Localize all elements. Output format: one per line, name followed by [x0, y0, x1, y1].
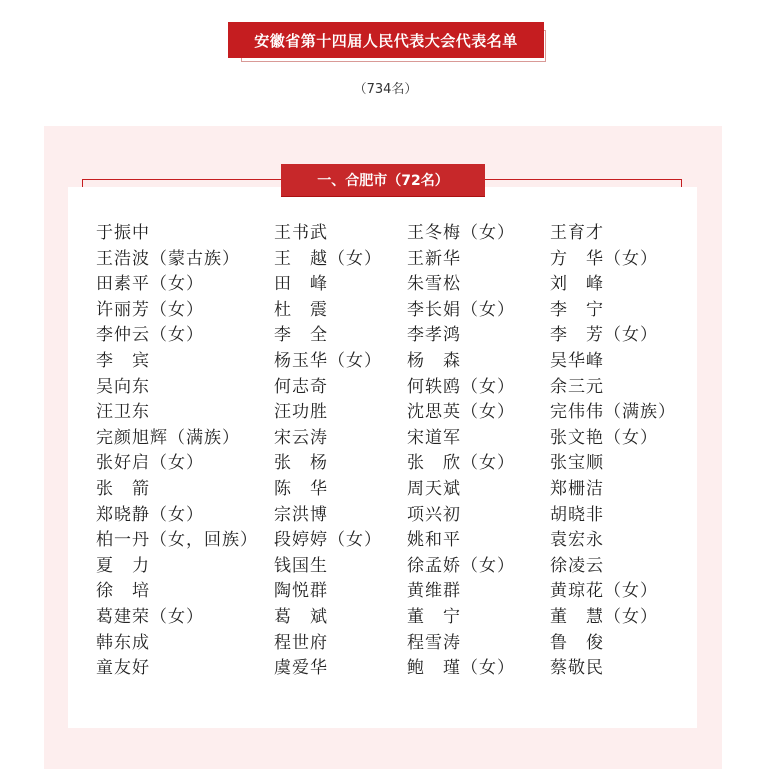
delegate-name: 沈思英（女） [407, 402, 515, 423]
delegate-name: 黄琼花（女） [550, 581, 658, 602]
delegate-name: 何轶鸥（女） [407, 376, 515, 397]
delegate-name: 李长娟（女） [407, 299, 515, 320]
delegate-name: 李孝鸿 [407, 325, 461, 346]
delegate-name: 段婷婷（女） [274, 530, 382, 551]
delegate-name: 韩东成 [96, 632, 150, 653]
delegate-name: 刘 峰 [550, 274, 604, 295]
delegate-name: 吴华峰 [550, 350, 604, 371]
delegate-name: 姚和平 [407, 530, 461, 551]
delegate-name: 郑晓静（女） [96, 504, 204, 525]
delegate-name: 黄维群 [407, 581, 461, 602]
delegate-name: 董 宁 [407, 606, 461, 627]
delegate-name: 许丽芳（女） [96, 299, 204, 320]
delegate-name: 余三元 [550, 376, 604, 397]
section-heading: 一、合肥市（72名） [281, 164, 485, 196]
delegate-name: 项兴初 [407, 504, 461, 525]
delegate-name: 完伟伟（满族） [550, 402, 676, 423]
delegate-name: 鲁 俊 [550, 632, 604, 653]
delegate-name: 王冬梅（女） [407, 223, 515, 243]
delegate-name: 程雪涛 [407, 632, 461, 653]
delegate-name: 柏一丹（女，回族） [96, 530, 258, 551]
delegate-name: 胡晓非 [550, 504, 604, 525]
delegate-name: 王书武 [274, 223, 328, 243]
delegate-name: 张 杨 [274, 453, 328, 474]
delegate-name: 王育才 [550, 223, 604, 243]
delegate-name: 李 宾 [96, 350, 150, 371]
delegate-name: 杨玉华（女） [274, 350, 382, 371]
delegate-name: 方 华（女） [550, 248, 658, 269]
delegate-name: 程世府 [274, 632, 328, 653]
delegate-name: 张好启（女） [96, 453, 204, 474]
delegate-name: 李 全 [274, 325, 328, 346]
delegate-name: 王 越（女） [274, 248, 382, 269]
delegate-name: 杜 震 [274, 299, 328, 320]
delegate-name: 袁宏永 [550, 530, 604, 551]
delegate-name: 王新华 [407, 248, 461, 269]
delegate-name: 郑栅洁 [550, 478, 604, 499]
delegate-name: 李仲云（女） [96, 325, 204, 346]
delegate-name: 宋云涛 [274, 427, 328, 448]
delegate-name: 陶悦群 [274, 581, 328, 602]
delegate-name: 徐凌云 [550, 555, 604, 576]
delegate-name: 张宝顺 [550, 453, 604, 474]
delegate-name: 陈 华 [274, 478, 328, 499]
delegate-name: 徐 培 [96, 581, 150, 602]
delegate-name: 李 芳（女） [550, 325, 658, 346]
delegate-name: 徐孟娇（女） [407, 555, 515, 576]
delegate-name: 宋道军 [407, 427, 461, 448]
delegate-name: 宗洪博 [274, 504, 328, 525]
delegate-name: 钱国生 [274, 555, 328, 576]
total-count: （734名） [353, 82, 418, 97]
delegate-name: 夏 力 [96, 555, 150, 576]
delegate-name: 张 欣（女） [407, 453, 515, 474]
delegate-name: 田素平（女） [96, 274, 204, 295]
page-title: 安徽省第十四届人民代表大会代表名单 [228, 22, 544, 58]
delegate-name: 田 峰 [274, 274, 328, 295]
delegate-name: 李 宁 [550, 299, 604, 320]
title-banner [228, 22, 546, 60]
delegate-name: 童友好 [96, 658, 150, 679]
delegate-name: 葛 斌 [274, 606, 328, 627]
delegate-name: 朱雪松 [407, 274, 461, 295]
delegate-name: 汪功胜 [274, 402, 328, 423]
delegate-name: 王浩波（蒙古族） [96, 248, 240, 269]
delegate-name: 周天斌 [407, 478, 461, 499]
delegate-name: 蔡敬民 [550, 658, 604, 679]
delegate-name: 汪卫东 [96, 402, 150, 423]
delegate-name: 吴向东 [96, 376, 150, 397]
delegate-name: 鲍 瑾（女） [407, 658, 515, 679]
delegate-name: 葛建荣（女） [96, 606, 204, 627]
delegate-name: 张文艳（女） [550, 427, 658, 448]
delegate-name: 完颜旭辉（满族） [96, 427, 240, 448]
delegate-name: 董 慧（女） [550, 606, 658, 627]
delegate-name: 何志奇 [274, 376, 328, 397]
delegate-name: 杨 森 [407, 350, 461, 371]
delegate-name: 张 箭 [96, 478, 150, 499]
delegate-name: 于振中 [96, 223, 150, 243]
delegate-name: 虞爱华 [274, 658, 328, 679]
